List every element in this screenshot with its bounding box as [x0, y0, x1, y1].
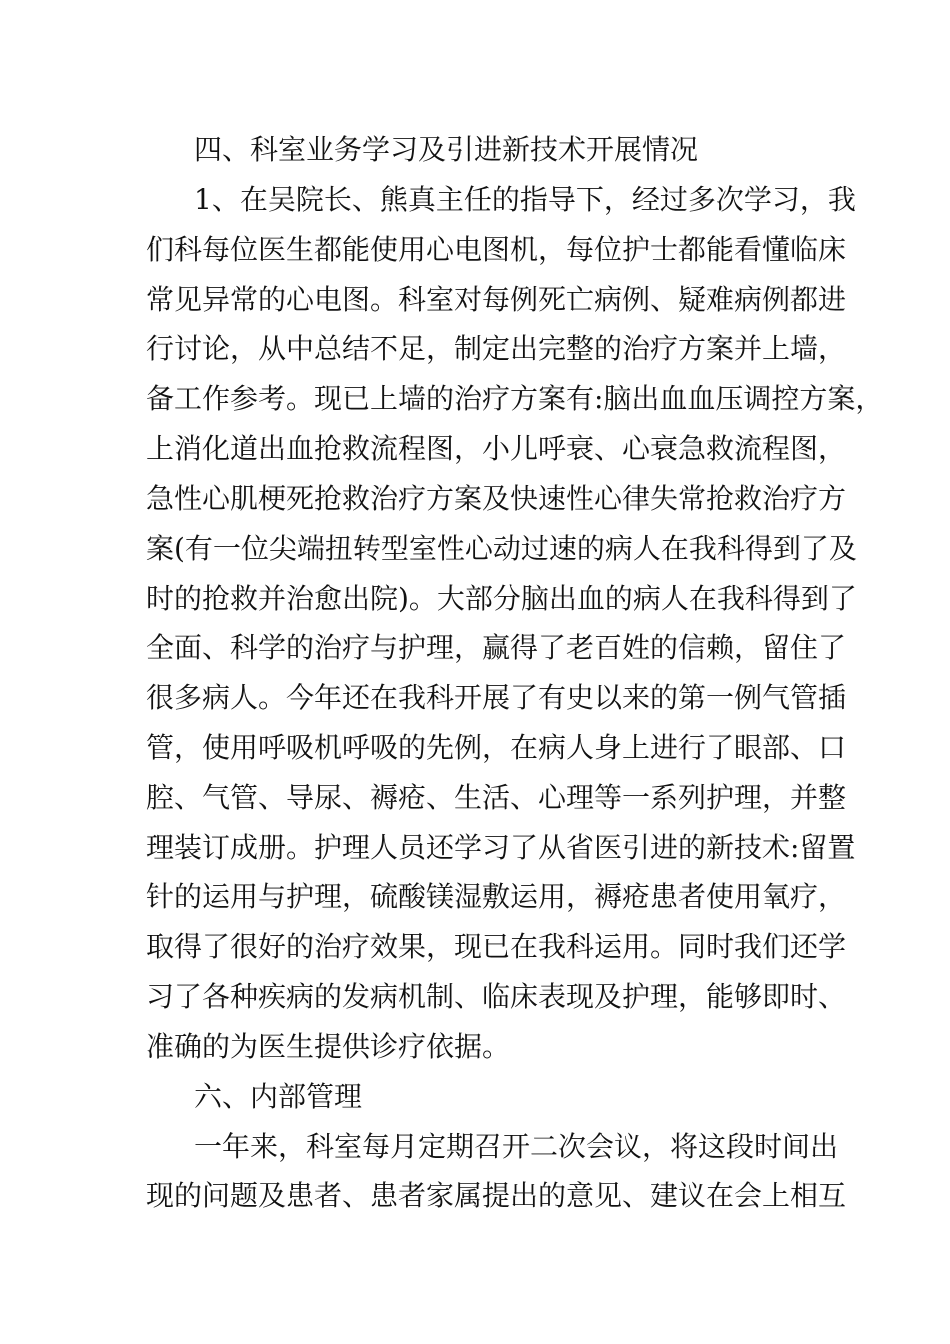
- paragraph-line: 案(有一位尖端扭转型室性心动过速的病人在我科得到了及: [146, 532, 857, 565]
- paragraph-line: 急性心肌梗死抢救治疗方案及快速性心律失常抢救治疗方: [146, 482, 847, 515]
- paragraph-line: 上消化道出血抢救流程图，小儿呼衰、心衰急救流程图，: [146, 432, 847, 465]
- paragraph-line: 备工作参考。现已上墙的治疗方案有:脑出血血压调控方案，: [146, 382, 884, 415]
- paragraph-line: 现的问题及患者、患者家属提出的意见、建议在会上相互: [146, 1179, 847, 1212]
- paragraph-line: 时的抢救并治愈出院)。大部分脑出血的病人在我科得到了: [146, 582, 857, 615]
- paragraph-line: 腔、气管、导尿、褥疮、生活、心理等一系列护理，并整: [146, 781, 847, 814]
- paragraph-line: 全面、科学的治疗与护理，赢得了老百姓的信赖，留住了: [146, 631, 847, 664]
- paragraph-line: 理装订成册。护理人员还学习了从省医引进的新技术:留置: [146, 831, 856, 864]
- paragraph-line: 1、在吴院长、熊真主任的指导下，经过多次学习，我: [194, 183, 856, 216]
- paragraph-line: 习了各种疾病的发病机制、临床表现及护理，能够即时、: [146, 980, 847, 1013]
- paragraph-line: 针的运用与护理，硫酸镁湿敷运用，褥疮患者使用氧疗，: [146, 880, 847, 913]
- section-heading-6: 六、内部管理: [194, 1080, 363, 1113]
- paragraph-line: 行讨论，从中总结不足，制定出完整的治疗方案并上墙，: [146, 332, 847, 365]
- paragraph-line: 常见异常的心电图。科室对每例死亡病例、疑难病例都进: [146, 283, 847, 316]
- paragraph-line: 很多病人。今年还在我科开展了有史以来的第一例气管插: [146, 681, 847, 714]
- section-heading-4: 四、科室业务学习及引进新技术开展情况: [194, 133, 699, 166]
- paragraph-line: 取得了很好的治疗效果，现已在我科运用。同时我们还学: [146, 930, 847, 963]
- paragraph-line: 管，使用呼吸机呼吸的先例，在病人身上进行了眼部、口: [146, 731, 847, 764]
- paragraph-line: 们科每位医生都能使用心电图机，每位护士都能看懂临床: [146, 233, 847, 266]
- paragraph-line: 准确的为医生提供诊疗依据。: [146, 1030, 511, 1063]
- paragraph-line: 一年来，科室每月定期召开二次会议，将这段时间出: [194, 1130, 839, 1163]
